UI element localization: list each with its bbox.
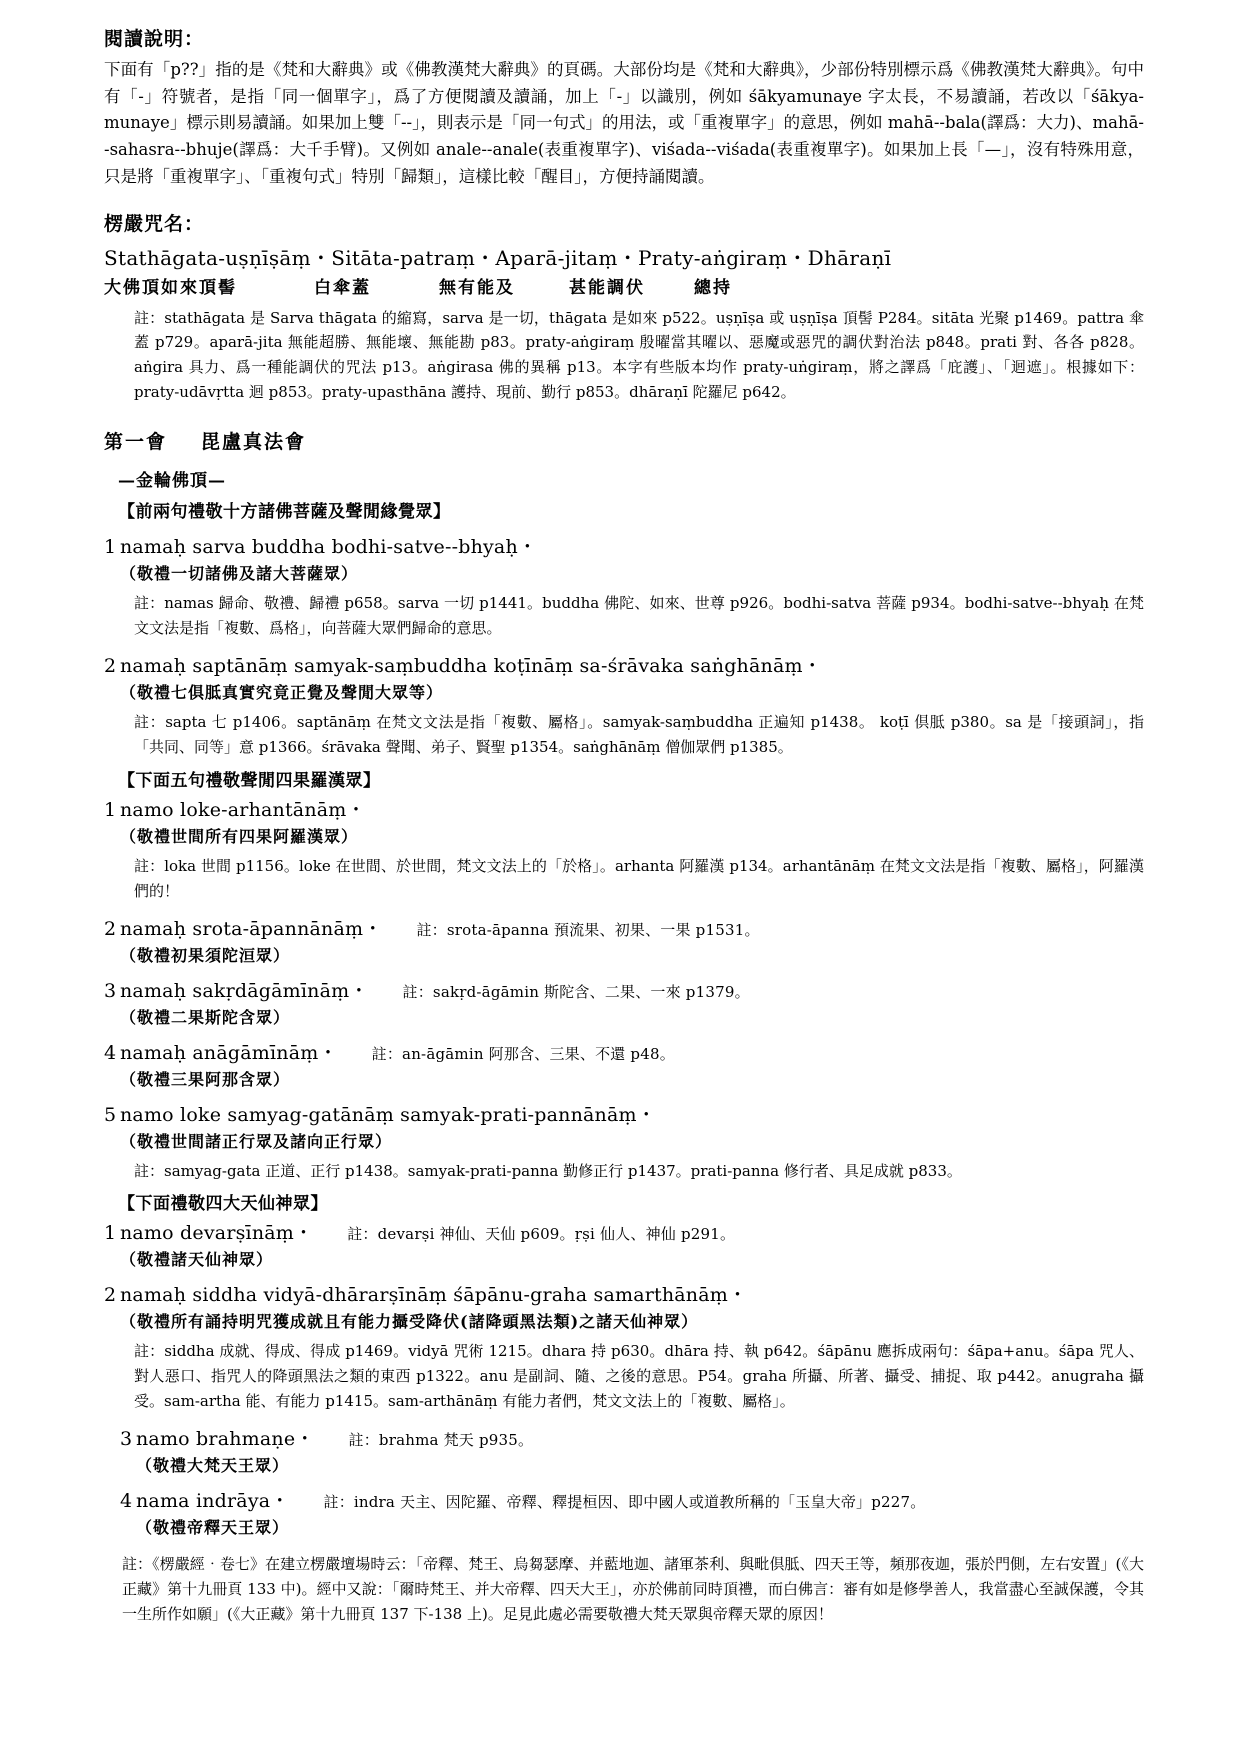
section-block bbox=[104, 766, 1144, 1184]
verse-line bbox=[104, 795, 1144, 822]
verse-item bbox=[104, 795, 1144, 904]
verse-inline-note: 註：an-āgāmin 阿那含、三果、不還 p48。 bbox=[371, 1044, 675, 1063]
verse-sanskrit: namaḥ saptānāṃ samyak-saṃbuddha koṭīnāṃ sa-śrāvaka saṅghānāṃ・ bbox=[120, 654, 822, 677]
chapter-subtitle: —金輪佛頂— bbox=[118, 471, 226, 492]
verse-note: 註：loka 世間 p1156。loke 在世間、於世間，梵文文法上的「於格」。arhanta 阿羅漢 p134。arhantānāṃ 在梵文文法是指「複數、屬格」，阿羅漢們的！ bbox=[134, 856, 1144, 900]
mantra-name-gloss bbox=[104, 273, 1144, 298]
verse-sanskrit: namaḥ siddha vidyā-dhārarṣīnāṃ śāpānu-graha samarthānāṃ・ bbox=[120, 1284, 748, 1307]
verse-note: 註：sapta 七 p1406。saptānāṃ 在梵文文法是指「複數、屬格」。samyak-saṃbuddha 正遍知 p1438。 koṭī 倶胝 p380。sa 是「接頭詞」，指「共同、同等」意 p1366。śrāvaka 聲聞、弟子、賢聖 p1354。saṅghānāṃ 僧伽眾們 p1385。 bbox=[134, 712, 1144, 756]
verse-number: 1 bbox=[104, 536, 117, 559]
gloss-item: 甚能調伏 bbox=[569, 277, 645, 298]
reading-notes-title: 閱讀說明： bbox=[104, 28, 205, 50]
verse-translation: （敬禮二果斯陀含眾） bbox=[120, 1007, 291, 1027]
verse-line bbox=[104, 914, 1144, 941]
verse-line bbox=[104, 1280, 1144, 1307]
verse-inline-note: 註：srota-āpanna 預流果、初果、一果 p1531。 bbox=[416, 920, 760, 939]
section-block bbox=[104, 497, 1144, 760]
section-heading: 【下面禮敬四大天仙神眾】 bbox=[118, 1194, 328, 1215]
verse-sanskrit: namaḥ sarva buddha bodhi-satve--bhyaḥ・ bbox=[120, 536, 538, 559]
verse-line bbox=[104, 1038, 1144, 1065]
verse-inline-note: 註：brahma 梵天 p935。 bbox=[348, 1431, 534, 1450]
verse-item bbox=[104, 1280, 1144, 1414]
spacer bbox=[104, 195, 1144, 209]
chapter-number: 第一會 bbox=[104, 431, 168, 454]
verse-inline-note: 註：indra 天主、因陀羅、帝釋、釋提桓因、即中國人或道教所稱的「玉皇大帝」p227。 bbox=[323, 1493, 926, 1512]
verse-number: 5 bbox=[104, 1103, 117, 1126]
verse-sanskrit: namo loke-arhantānāṃ・ bbox=[120, 798, 366, 821]
verse-item bbox=[104, 532, 1144, 641]
verse-sanskrit: namo loke samyag-gatānāṃ samyak-prati-pannānāṃ・ bbox=[120, 1103, 656, 1126]
page-footnote: 註：《楞嚴經‧卷七》在建立楞嚴壇場時云：「帝釋、梵王、烏芻瑟摩、并藍地迦、諸軍茶利、與毗倶胝、四天王等，頻那夜迦，張於門側，左右安置」(《大正藏》第十九冊頁 133 中)。經中又說：「爾時梵王、并大帝釋、四天大王」，亦於佛前同時頂禮，而白佛言：審有如是修學善人，我當盡心至誠保護，令其一生所作如願」(《大正藏》第十九冊頁 137 下-138 上)。足見此處必需要敬禮大梵天眾與帝釋天眾的原因！ bbox=[122, 1555, 1145, 1623]
gloss-item: 總持 bbox=[694, 277, 732, 298]
verse-line bbox=[104, 532, 1144, 559]
verse-number: 4 bbox=[120, 1490, 133, 1513]
verse-item bbox=[104, 1038, 1144, 1090]
reading-notes-paragraph: 下面有「p??」指的是《梵和大辭典》或《佛教漢梵大辭典》的頁碼。大部份均是《梵和大辭典》，少部份特別標示爲《佛教漢梵大辭典》。句中有「-」符號者，是指「同一個單字」，爲了方便閱讀及讀誦，加上「-」以識別，例如 śākyamunaye 字太長，不易讀誦，若改以「śākya-munaye」標示則易讀誦。如果加上雙「--」，則表示是「同一句式」的用法，或「重複單字」的意思，例如 mahā--bala(譯爲：大力)、mahā--sahasra--bhuje(譯爲：大千手臂)。又例如 anale--anale(表重複單字)、viśada--viśada(表重複單字)。如果加上長「—」，沒有特殊用意，只是將「重複單字」、「重複句式」特別「歸類」，這樣比較「醒目」，方便持誦閱讀。 bbox=[104, 60, 1144, 186]
verse-number: 2 bbox=[104, 1284, 117, 1307]
verse-translation: （敬禮大梵天王眾） bbox=[136, 1456, 290, 1476]
verse-sanskrit: namo devarṣīnāṃ・ bbox=[120, 1222, 314, 1245]
verse-translation: （敬禮世間諸正行眾及諸向正行眾） bbox=[120, 1131, 393, 1151]
verse-sanskrit: nama indrāya・ bbox=[136, 1490, 290, 1513]
verse-translation: （敬禮三果阿那含眾） bbox=[120, 1069, 291, 1089]
verse-number: 2 bbox=[104, 917, 117, 940]
verse-number: 3 bbox=[120, 1428, 133, 1451]
mantra-name-title: 楞嚴咒名： bbox=[104, 212, 205, 235]
verse-translation: （敬禮初果須陀洹眾） bbox=[120, 945, 291, 965]
verse-line bbox=[104, 651, 1144, 678]
mantra-name-note: 註：stathāgata 是 Sarva thāgata 的縮寫，sarva 是一切，thāgata 是如來 p522。uṣṇīṣa 或 uṣṇīṣa 頂髻 P284。sitāta 光聚 p1469。pattra 傘蓋 p729。aparā-jita 無能超勝、無能壞、無能勘 p83。praty-aṅgiraṃ 殷曜當其曜以、惡魔或惡咒的調伏對治法 p848。prati 對、各各 p828。aṅgira 具力、爲一種能調伏的咒法 p13。aṅgirasa 佛的異稱 p13。本字有些版本均作 praty-uṅgiraṃ，將之譯爲「庇護」、「迴遮」。根據如下：praty-udāvṛtta 迴 p853。praty-upasthāna 護持、現前、勤行 p853。dhāraṇī 陀羅尼 p642。 bbox=[134, 308, 1144, 402]
verse-translation: （敬禮帝釋天王眾） bbox=[136, 1518, 290, 1538]
section-block bbox=[104, 1189, 1144, 1538]
verse-line bbox=[104, 1486, 1144, 1513]
verse-number: 2 bbox=[104, 654, 117, 677]
verse-number: 1 bbox=[104, 1222, 117, 1245]
verse-item bbox=[104, 976, 1144, 1028]
verse-number: 4 bbox=[104, 1041, 117, 1064]
reading-notes-section bbox=[104, 24, 1144, 191]
verse-line bbox=[104, 1424, 1144, 1451]
verse-inline-note: 註：sakṛd-āgāmin 斯陀含、二果、一來 p1379。 bbox=[402, 982, 750, 1001]
verse-note: 註：namas 歸命、敬禮、歸禮 p658。sarva 一切 p1441。buddha 佛陀、如來、世尊 p926。bodhi-satva 菩薩 p934。bodhi-satve--bhyaḥ 在梵文文法是指「複數、爲格」，向菩薩大眾們歸命的意思。 bbox=[134, 594, 1144, 638]
verse-line bbox=[104, 1100, 1144, 1127]
chapter-title bbox=[104, 427, 1144, 454]
verse-number: 1 bbox=[104, 798, 117, 821]
verse-item bbox=[104, 1486, 1144, 1538]
verse-item bbox=[104, 1100, 1144, 1184]
verse-note: 註：siddha 成就、得成、得成 p1469。vidyā 咒術 1215。dhara 持 p630。dhāra 持、執 p642。śāpānu 應拆成兩句：śāpa+anu。śāpa 咒人、對人惡口、指咒人的降頭黑法之類的東西 p1322。anu 是副詞、隨、之後的意思。P54。graha 所攝、所著、攝受、捕捉、取 p442。anugraha 攝受。sam-artha 能、有能力 p1415。sam-arthānāṃ 有能力者們，梵文文法上的「複數、屬格」。 bbox=[134, 1342, 1144, 1411]
verse-number: 3 bbox=[104, 979, 117, 1002]
verse-inline-note: 註：devarṣi 神仙、天仙 p609。ṛṣi 仙人、神仙 p291。 bbox=[347, 1225, 736, 1244]
verse-item bbox=[104, 1424, 1144, 1476]
verse-sanskrit: namo brahmaṇe・ bbox=[136, 1428, 315, 1451]
verse-translation: （敬禮諸天仙神眾） bbox=[120, 1250, 274, 1270]
chapter-name: 毘盧真法會 bbox=[201, 431, 307, 454]
mantra-name-sanskrit: Stathāgata-uṣṇīṣāṃ・Sitāta-patraṃ・Aparā-jitaṃ・Praty-aṅgiraṃ・Dhāraṇī bbox=[104, 245, 892, 270]
verse-line bbox=[104, 1218, 1144, 1245]
verse-sanskrit: namaḥ sakṛdāgāmīnāṃ・ bbox=[120, 979, 369, 1002]
verse-translation: （敬禮所有誦持明咒獲成就且有能力攝受降伏(諸降頭黑法類)之諸天仙神眾） bbox=[120, 1312, 699, 1332]
gloss-item: 無有能及 bbox=[439, 277, 515, 298]
mantra-name-section bbox=[104, 209, 1144, 406]
verse-line bbox=[104, 976, 1144, 1003]
section-heading: 【下面五句禮敬聲閒四果羅漢眾】 bbox=[118, 770, 381, 791]
verse-translation: （敬禮世間所有四果阿羅漢眾） bbox=[120, 826, 359, 846]
verse-item bbox=[104, 1218, 1144, 1270]
verse-translation: （敬禮一切諸佛及諸大菩薩眾） bbox=[120, 564, 359, 584]
gloss-item: 白傘蓋 bbox=[314, 277, 371, 298]
verse-item bbox=[104, 914, 1144, 966]
verse-sanskrit: namaḥ anāgāmīnāṃ・ bbox=[120, 1041, 338, 1064]
gloss-item: 大佛頂如來頂髻 bbox=[104, 277, 237, 298]
verse-translation: （敬禮七俱胝真實究竟正覺及聲閒大眾等） bbox=[120, 682, 444, 702]
section-heading: 【前兩句禮敬十方諸佛菩薩及聲閒緣覺眾】 bbox=[118, 502, 451, 523]
verse-item bbox=[104, 651, 1144, 760]
verse-sanskrit: namaḥ srota-āpannānāṃ・ bbox=[120, 917, 383, 940]
verse-note: 註：samyag-gata 正道、正行 p1438。samyak-prati-panna 勤修正行 p1437。prati-panna 修行者、具足成就 p833。 bbox=[134, 1161, 962, 1180]
